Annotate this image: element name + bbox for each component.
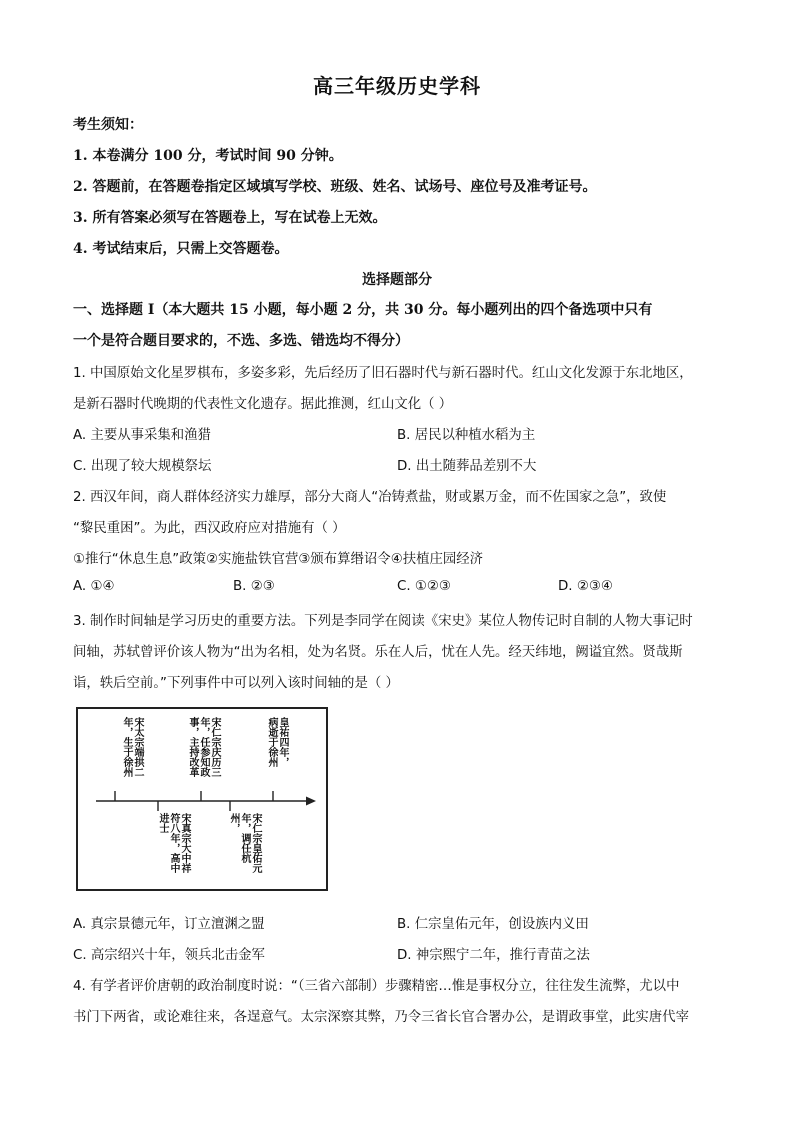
section-title: 选择题部分 [362, 272, 432, 288]
part1-instructions-line1: 一、选择题 I（本大题共 15 小题，每小题 2 分，共 30 分。每小题列出的四个备选项中只有 [73, 302, 653, 318]
notice-item-3: 3. 所有答案必须写在答题卷上，写在试卷上无效。 [73, 210, 387, 226]
q2-option-c[interactable]: C. ①②③ [397, 579, 451, 594]
q4-stem-line2: 书门下两省，或论难往来，各逞意气。太宗深察其弊，乃令三省长官合署办公，是谓政事堂，此实唐代宰 [73, 1010, 689, 1025]
timeline-event-1: 宋太宗端拱二年，生于徐州 [121, 717, 143, 777]
q2-option-d[interactable]: D. ②③④ [558, 579, 613, 594]
q2-option-a[interactable]: A. ①④ [73, 579, 115, 594]
q2-stem-line3: ①推行“休息生息”政策②实施盐铁官营③颁布算缗诏令④扶植庄园经济 [73, 552, 484, 567]
q3-option-b[interactable]: B. 仁宗皇佑元年，创设族内义田 [397, 917, 589, 932]
timeline-event-5: 皇祐四年，病逝于徐州 [266, 717, 288, 767]
q4-stem-line1: 4. 有学者评价唐朝的政治制度时说：“（三省六部制）步骤精密…惟是事权分立，往往发生流弊，尤以中 [73, 979, 680, 994]
q1-option-c[interactable]: C. 出现了较大规模祭坛 [73, 459, 212, 474]
notice-heading: 考生须知： [73, 117, 143, 133]
timeline-event-3: 宋仁宗庆历三年，任参知政事，主持改革 [187, 717, 220, 777]
q1-option-d[interactable]: D. 出土随葬品差别不大 [397, 459, 537, 474]
notice-item-2: 2. 答题前，在答题卷指定区域填写学校、班级、姓名、试场号、座位号及准考证号。 [73, 179, 597, 195]
q3-stem-line2: 间轴，苏轼曾评价该人物为“出为名相，处为名贤。乐在人后，忧在人先。经天纬地，阙谥宜然。贤哉斯 [73, 645, 683, 660]
notice-item-1: 1. 本卷满分 100 分，考试时间 90 分钟。 [73, 148, 343, 164]
q1-stem-line2: 是新石器时代晚期的代表性文化遗存。据此推测，红山文化（ ） [73, 397, 453, 412]
q1-stem-line1: 1. 中国原始文化星罗棋布，多姿多彩，先后经历了旧石器时代与新石器时代。红山文化发源于东北地区， [73, 366, 693, 381]
timeline-figure [76, 707, 328, 891]
q2-stem-line2: “黎民重困”。为此，西汉政府应对措施有（ ） [73, 521, 346, 536]
q2-option-b[interactable]: B. ②③ [233, 579, 275, 594]
q3-stem-line1: 3. 制作时间轴是学习历史的重要方法。下列是李同学在阅读《宋史》某位人物传记时自制的人物大事记时 [73, 614, 693, 629]
q3-option-c[interactable]: C. 高宗绍兴十年，领兵北击金军 [73, 948, 265, 963]
q2-stem-line1: 2. 西汉年间，商人群体经济实力雄厚，部分大商人“冶铸煮盐，财或累万金，而不佐国家之急”，致使 [73, 490, 667, 505]
part1-instructions-line2: 一个是符合题目要求的，不选、多选、错选均不得分） [73, 333, 409, 349]
q1-option-b[interactable]: B. 居民以种植水稻为主 [397, 428, 536, 443]
timeline-event-4: 宋仁宗皇佑元年，调任杭州， [228, 813, 261, 873]
page-title: 高三年级历史学科 [313, 74, 481, 98]
timeline-arrowhead [306, 797, 316, 806]
q3-option-a[interactable]: A. 真宗景德元年，订立澶渊之盟 [73, 917, 265, 932]
q3-stem-line3: 诣，轶后空前。”下列事件中可以列入该时间轴的是（ ） [73, 676, 399, 691]
q1-option-a[interactable]: A. 主要从事采集和渔猎 [73, 428, 211, 443]
timeline-event-2: 宋真宗大中祥符八年，高中进士 [157, 813, 190, 873]
notice-item-4: 4. 考试结束后，只需上交答题卷。 [73, 241, 289, 257]
q3-option-d[interactable]: D. 神宗熙宁二年，推行青苗之法 [397, 948, 590, 963]
